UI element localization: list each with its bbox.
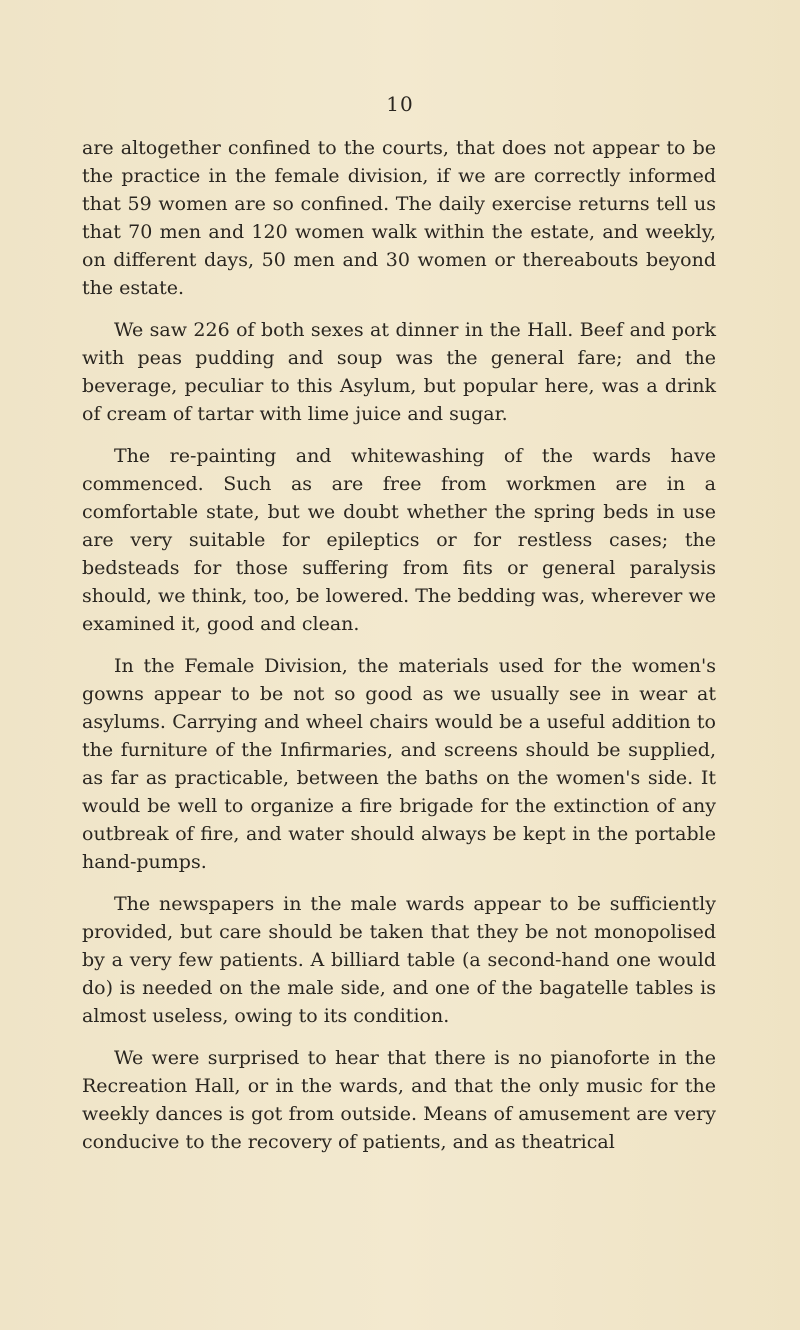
body-text <box>82 134 716 1170</box>
paragraph: The re-painting and whitewashing of the wards have commenced. Such as are free from workmen are in a comfortable state, but we doubt whether the spring beds in use are very suitable for epileptics or for restless cases; the bedsteads for those suffering from fits or general paralysis should, we think, too, be lowered. The bedding was, wherever we examined it, good and clean. <box>82 445 716 635</box>
paragraph: We were surprised to hear that there is no pianoforte in the Recreation Hall, or in the wards, and that the only music for the weekly dances is got from outside. Means of amusement are very conducive to the recovery of patients, and as theatrical <box>82 1047 716 1153</box>
page-number: 10 <box>386 92 414 116</box>
paragraph: The newspapers in the male wards appear to be sufficiently provided, but care should be taken that they be not monopolised by a very few patients. A billiard table (a second-hand one would do) is needed on the male side, and one of the bagatelle tables is almost useless, owing to its condition. <box>82 893 716 1027</box>
paragraph: We saw 226 of both sexes at dinner in the Hall. Beef and pork with peas pudding and soup was the general fare; and the beverage, peculiar to this Asylum, but popular here, was a drink of cream of tartar with lime juice and sugar. <box>82 319 716 425</box>
paragraph: In the Female Division, the materials used for the women's gowns appear to be not so good as we usually see in wear at asylums. Carrying and wheel chairs would be a useful addition to the furniture of the Infirmaries, and screens should be supplied, as far as practicable, between the baths on the women's side. It would be well to organize a fire brigade for the extinction of any outbreak of fire, and water should always be kept in the portable hand-pumps. <box>82 655 716 873</box>
paragraph: are altogether confined to the courts, that does not appear to be the practice in the female division, if we are correctly informed that 59 women are so confined. The daily exercise returns tell us that 70 men and 120 women walk within the estate, and weekly, on different days, 50 men and 30 women or thereabouts beyond the estate. <box>82 137 716 299</box>
